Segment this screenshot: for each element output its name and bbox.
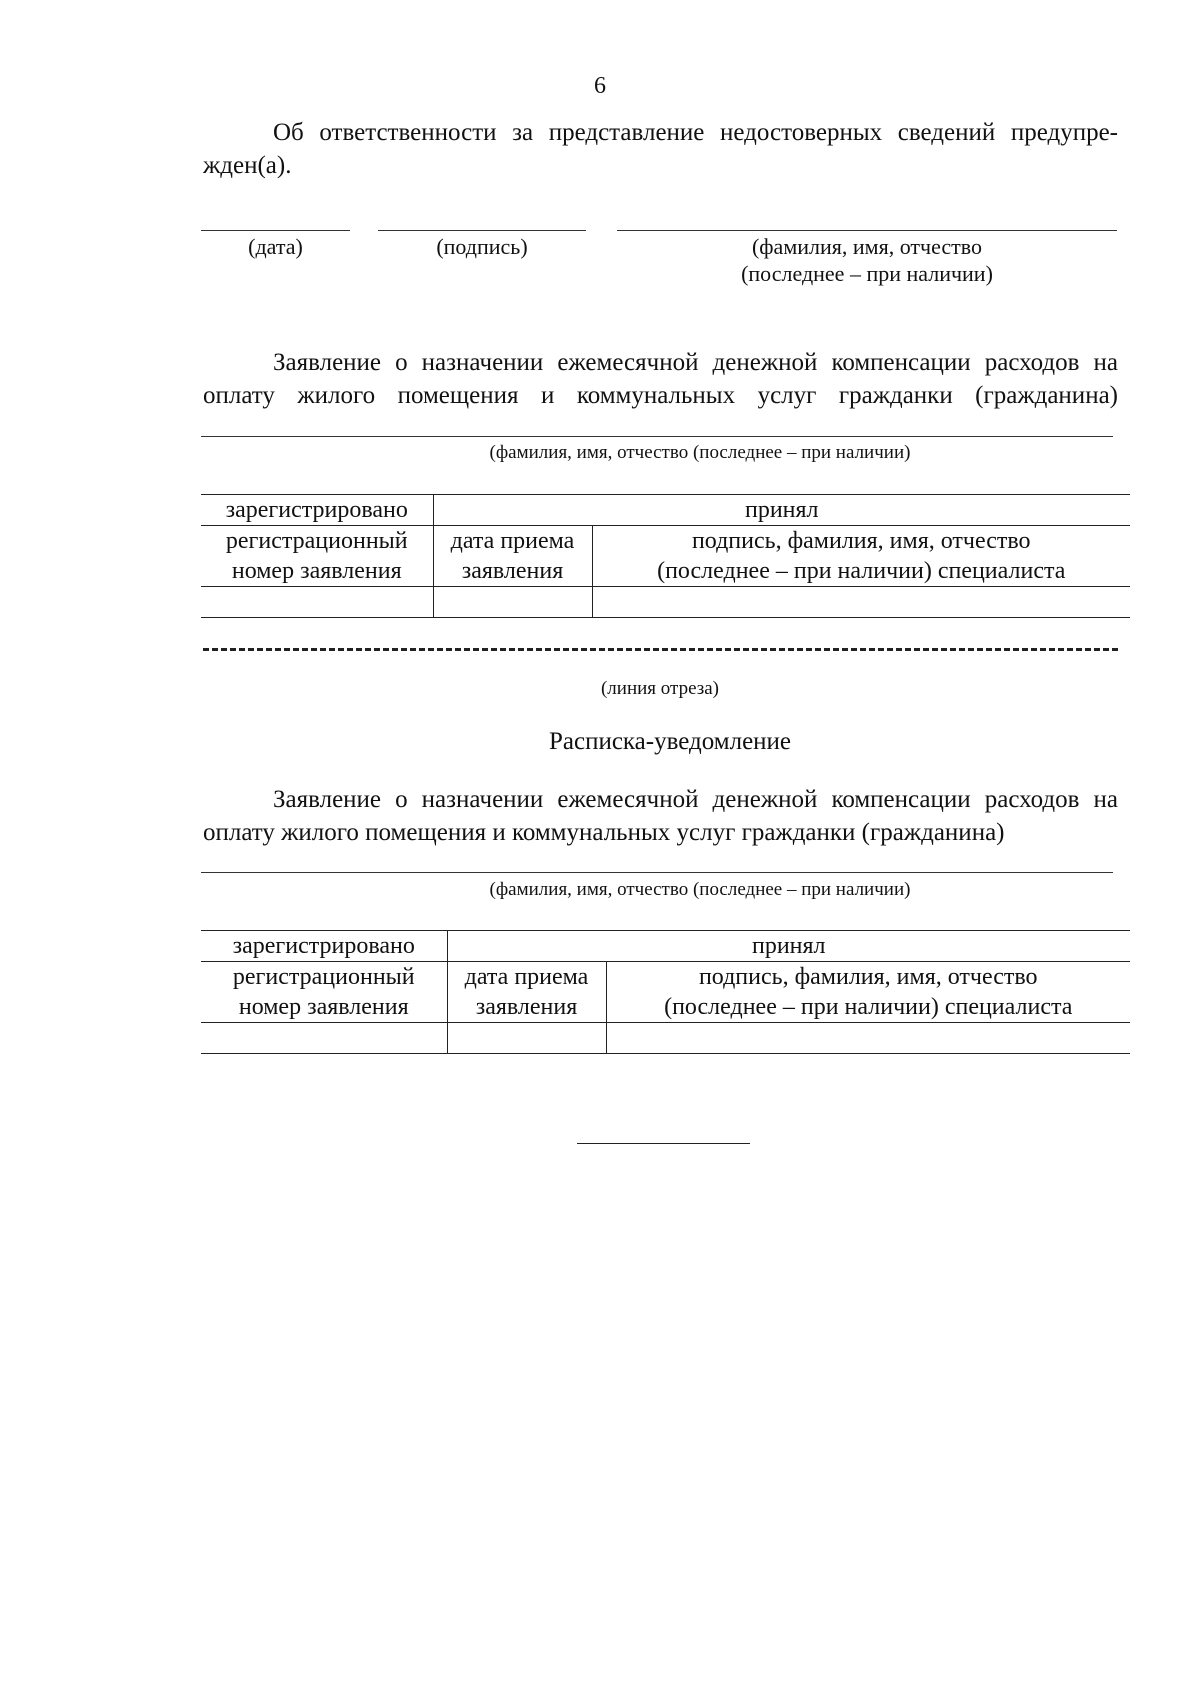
specialist-cell (606, 1023, 1130, 1054)
accepted-header: принял (447, 931, 1130, 962)
reg-number-header: регистрационный номер заявления (201, 962, 447, 1023)
statement-paragraph-1 (203, 346, 1118, 412)
warning-line-2: жден(а). (203, 152, 292, 179)
warning-line-1: Об ответственности за представление недостоверных сведений предупре- (273, 119, 1118, 146)
statement-paragraph-2 (203, 783, 1118, 849)
reg-number-header: регистрационный номер заявления (201, 526, 433, 587)
fio-caption (617, 233, 1117, 287)
cut-line-caption: (линия отреза) (600, 678, 720, 699)
registered-header: зарегистрировано (201, 495, 433, 526)
applicant-name-line-1 (201, 436, 1113, 437)
signature-line (378, 230, 586, 231)
fio-signature-line (617, 230, 1117, 231)
fio-caption-line-2: (последнее – при наличии) (741, 261, 993, 286)
receipt-date-header: дата приема заявления (433, 526, 592, 587)
statement-2-line-2: оплату жилого помещения и коммунальных услуг гражданки (гражданина) (203, 819, 1005, 846)
fio-caption-line-1: (фамилия, имя, отчество (751, 234, 983, 259)
date-signature-line (201, 230, 350, 231)
statement-2-line-1: Заявление о назначении ежемесячной денежной компенсации расходов на (273, 786, 1118, 813)
receipt-date-cell (447, 1023, 606, 1054)
reg-number-cell (201, 587, 433, 618)
applicant-name-caption-2: (фамилия, имя, отчество (последнее – при наличии) (489, 879, 911, 900)
signature-caption: (подпись) (436, 234, 528, 259)
end-of-document-line (577, 1143, 750, 1144)
accepted-header: принял (433, 495, 1130, 526)
responsibility-warning (203, 116, 1118, 182)
receipt-date-header: дата приема заявления (447, 962, 606, 1023)
applicant-name-caption-1: (фамилия, имя, отчество (последнее – при наличии) (489, 442, 911, 463)
registration-table-1 (201, 494, 1130, 618)
specialist-header: подпись, фамилия, имя, отчество (последнее – при наличии) специалиста (592, 526, 1130, 587)
cut-line (203, 648, 1118, 651)
applicant-name-line-2 (201, 872, 1113, 873)
reg-number-cell (201, 1023, 447, 1054)
registered-header: зарегистрировано (201, 931, 447, 962)
specialist-header: подпись, фамилия, имя, отчество (последнее – при наличии) специалиста (606, 962, 1130, 1023)
receipt-date-cell (433, 587, 592, 618)
page-number: 6 (594, 73, 606, 99)
specialist-cell (592, 587, 1130, 618)
registration-table-2 (201, 930, 1130, 1054)
receipt-title: Расписка-уведомление (548, 728, 792, 755)
date-caption: (дата) (248, 234, 303, 259)
statement-1-line-2: оплату жилого помещения и коммунальных услуг гражданки (гражданина) (203, 382, 1118, 409)
statement-1-line-1: Заявление о назначении ежемесячной денежной компенсации расходов на (273, 349, 1118, 376)
